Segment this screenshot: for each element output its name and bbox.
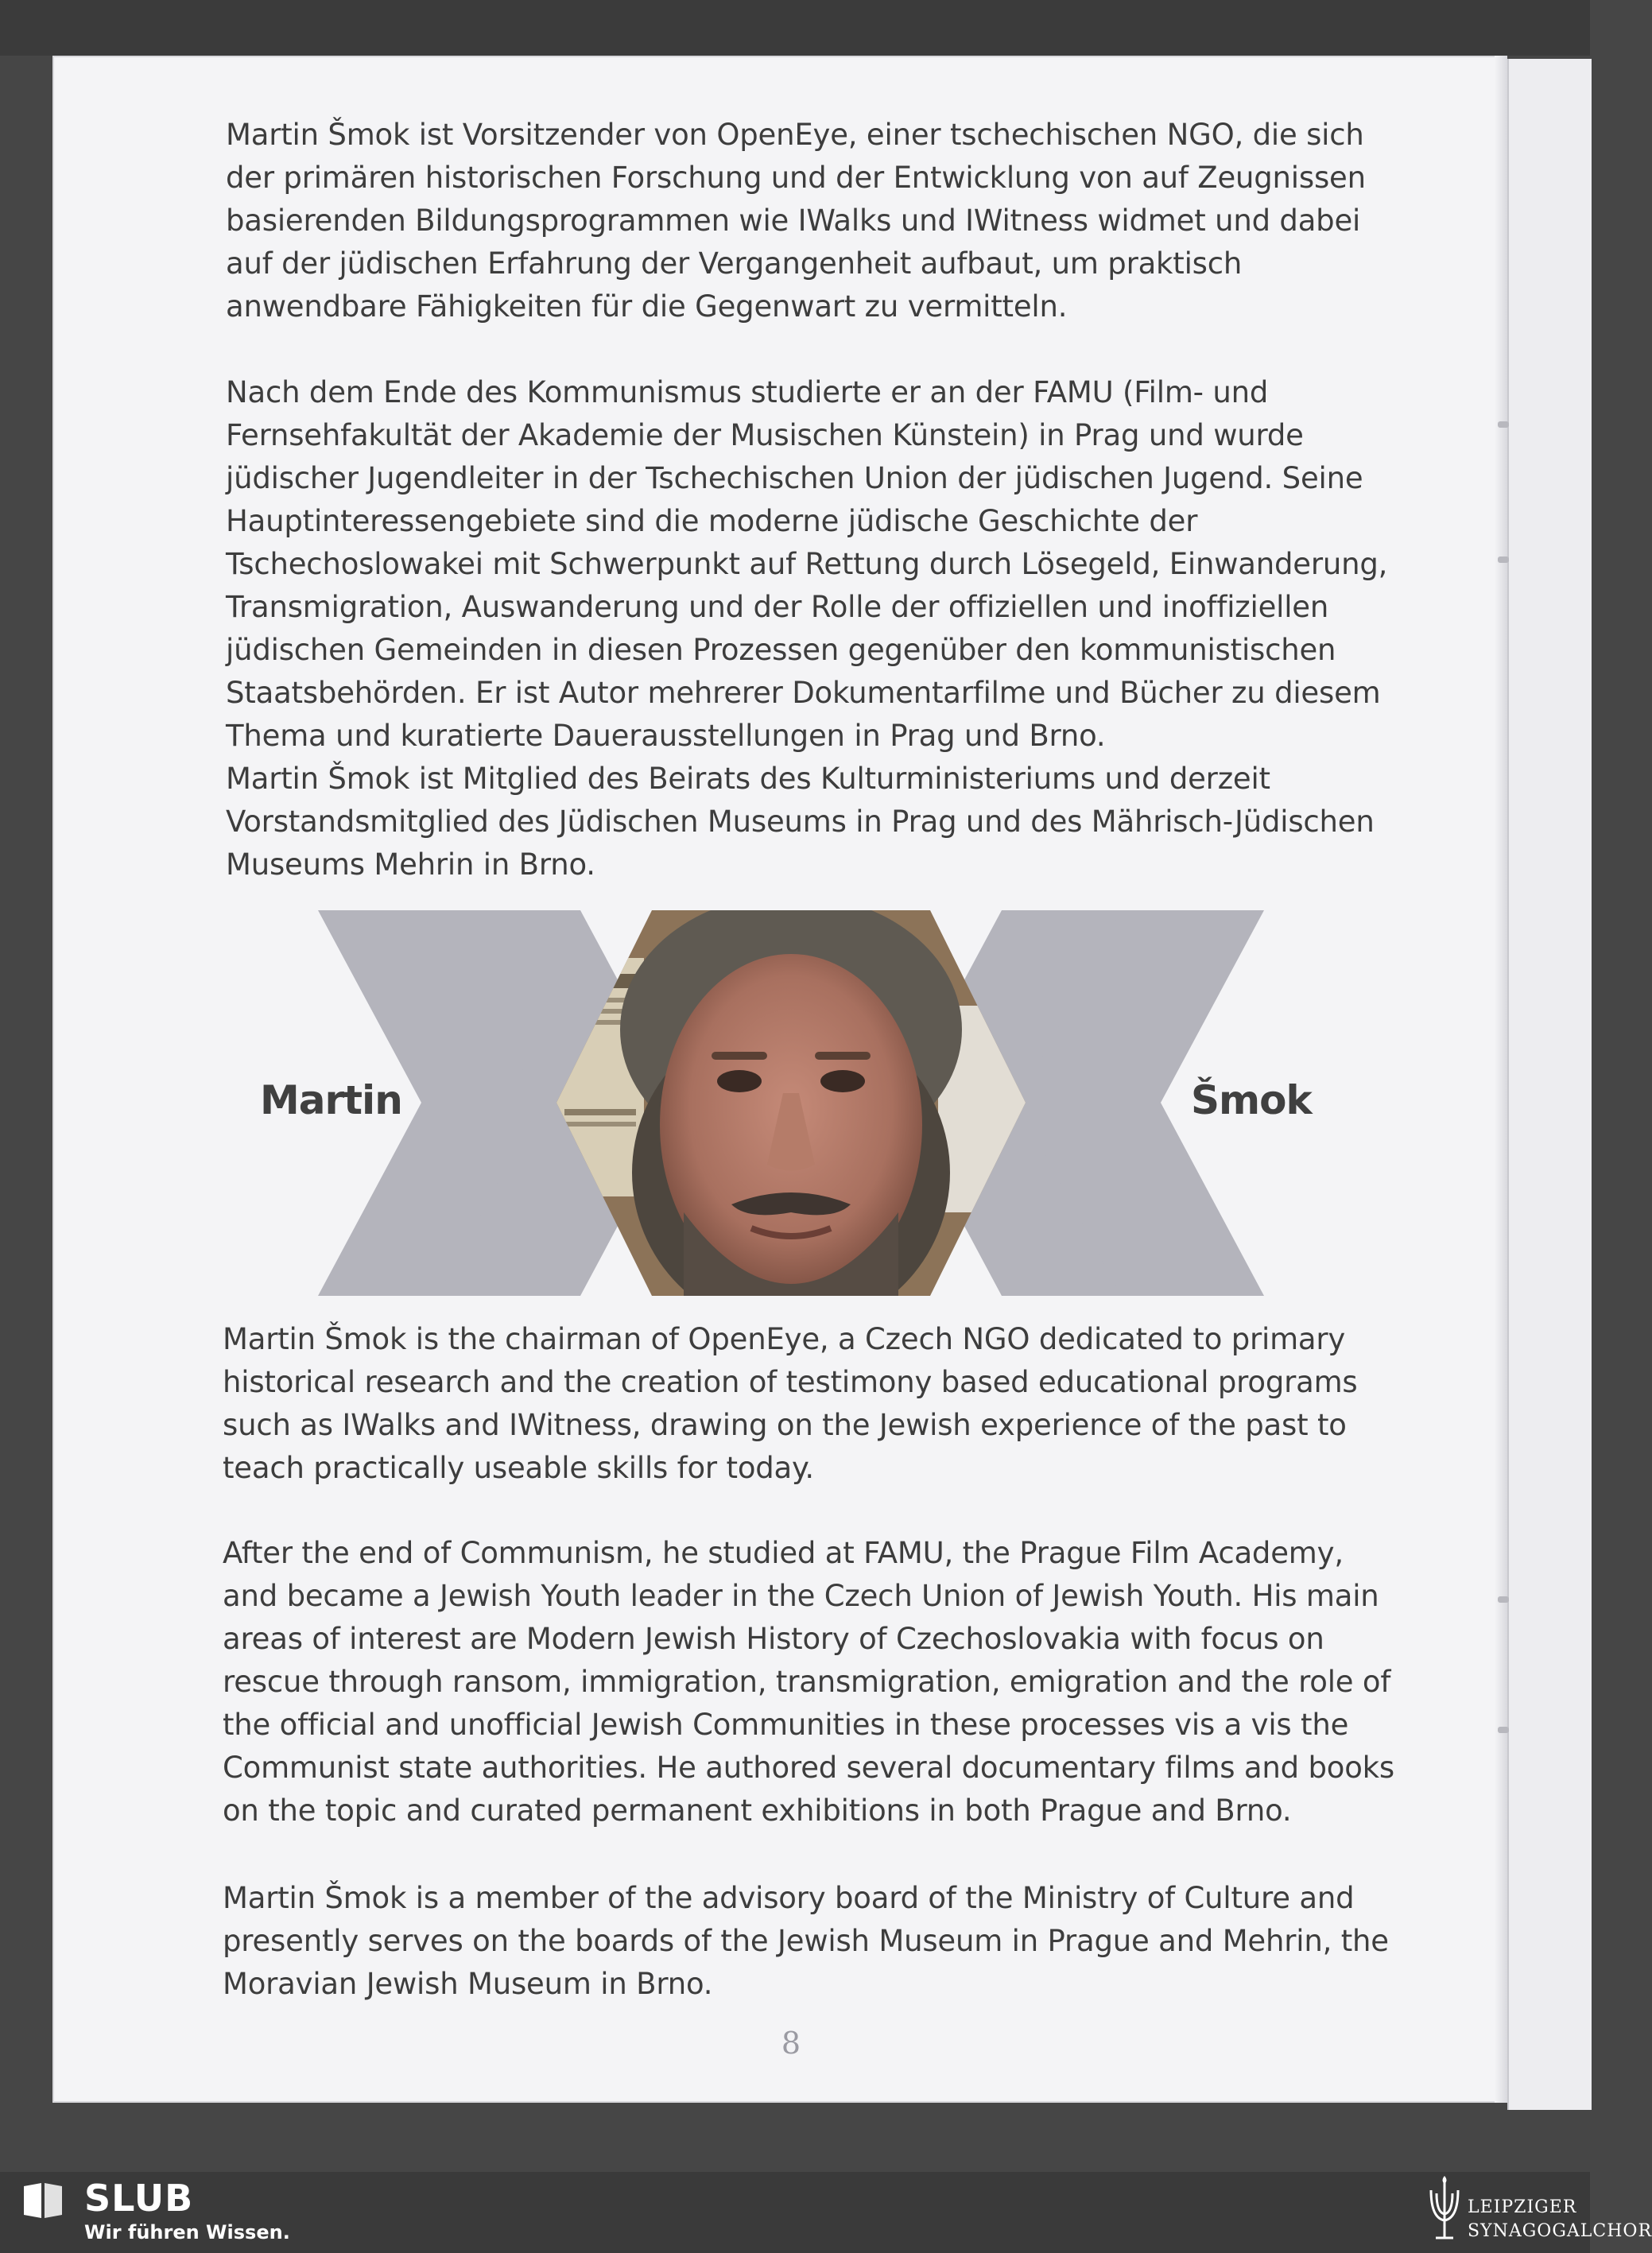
portrait-photo bbox=[541, 894, 1041, 1332]
scanner-background bbox=[0, 0, 1590, 56]
portrait-graphic bbox=[318, 910, 1264, 1296]
page-fold bbox=[1495, 56, 1507, 2103]
paragraph-de-2: Nach dem Ende des Kommunismus studierte er an der FAMU (Film- und Fernsehfakultät der Akademie der Musischen Künstein) in Prag und wurde jüdischer Jugendleiter in der Tschechischen Union der jüdischen Jugend. Seine Hauptinteressengebiete sind die moderne jüdische Geschichte der Tschechoslowakei mit Schwerpunkt auf Rettung durch Lösegeld, Einwanderung, Transmigration, Auswanderung und der Rolle der offiziellen und inoffiziellen jüdischen Gemeinden in diesen Prozessen gegenüber den kommunistischen Staatsbehörden. Er ist Autor mehrerer Dokumentarfilme und Bücher zu diesem Thema und kuratierte Dauerausstellungen in Prag und Brno. bbox=[226, 375, 1388, 753]
name-last: Šmok bbox=[1191, 1077, 1312, 1123]
choir-name-line2: SYNAGOGALCHOR bbox=[1468, 2221, 1652, 2241]
book-icon bbox=[21, 2180, 65, 2221]
staple-mark bbox=[1498, 1727, 1509, 1733]
paragraph-de-3: Martin Šmok ist Mitglied des Beirats des Kulturministeriums und derzeit Vorstandsmitglied des Jüdischen Museums in Prag und des Mährisch-Jüdischen Museums Mehrin in Brno. bbox=[226, 762, 1375, 882]
staple-mark bbox=[1498, 556, 1509, 563]
paragraph-en-2: After the end of Communism, he studied at FAMU, the Prague Film Academy, and became a Jewish Youth leader in the Czech Union of Jewish Youth. His main areas of interest are Modern Jewish History of Czechoslovakia with focus on rescue through ransom, immigration, transmigration, emigration and the role of the official and unofficial Jewish Communities in these processes vis a vis the Communist state authorities. He authored several documentary films and books on the topic and curated permanent exhibitions in both Prague and Brno. bbox=[223, 1536, 1394, 1828]
page-number: 8 bbox=[781, 2026, 801, 2061]
paragraph-de-1: Martin Šmok ist Vorsitzender von OpenEye, einer tschechischen NGO, die sich der primären historischen Forschung und der Entwicklung von auf Zeugnissen basierenden Bildungsprogrammen wie IWalks und IWitness widmet und dabei auf der jüdischen Erfahrung der Vergangenheit aufbaut, um praktisch anwendbare Fähigkeiten für die Gegenwart zu vermitteln. bbox=[226, 118, 1366, 324]
menorah-icon bbox=[1425, 2174, 1464, 2246]
name-first: Martin bbox=[260, 1077, 402, 1123]
library-slogan: Wir führen Wissen. bbox=[84, 2221, 290, 2243]
library-name: SLUB bbox=[84, 2177, 194, 2220]
staple-mark bbox=[1498, 1596, 1509, 1603]
adjacent-page-edge bbox=[1507, 59, 1592, 2110]
paragraph-en-3: Martin Šmok is a member of the advisory board of the Ministry of Culture and presently serves on the boards of the Jewish Museum in Prague and Mehrin, the Moravian Jewish Museum in Brno. bbox=[223, 1881, 1389, 2001]
choir-name-line1: LEIPZIGER bbox=[1468, 2197, 1577, 2217]
paragraph-en-1: Martin Šmok is the chairman of OpenEye, a Czech NGO dedicated to primary historical research and the creation of testimony based educational programs such as IWalks and IWitness, drawing on the Jewish experience of the past to teach practically useable skills for today. bbox=[223, 1322, 1358, 1485]
staple-mark bbox=[1498, 421, 1509, 428]
